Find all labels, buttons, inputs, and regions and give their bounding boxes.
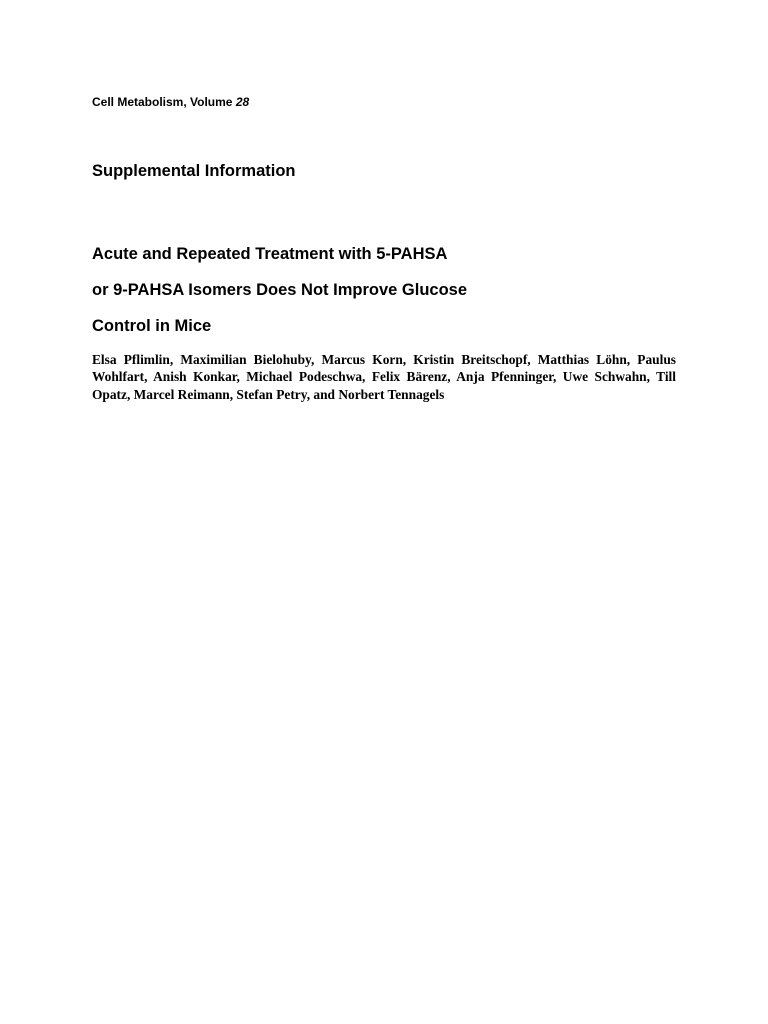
journal-name: Cell Metabolism, Volume: [92, 95, 236, 109]
journal-citation: [92, 94, 249, 110]
paper-title-line-2: or 9-PAHSA Isomers Does Not Improve Glucose: [92, 281, 468, 299]
author-list: Elsa Pflimlin, Maximilian Bielohuby, Marcus Korn, Kristin Breitschopf, Matthias Löhn, Paulus Wohlfart, Anish Konkar, Michael Podeschwa, Felix Bärenz, Anja Pfenninger, Uwe Schwahn, Till Opatz, Marcel Reimann, Stefan Petry, and Norbert Tennagels: [92, 352, 676, 402]
journal-volume: 28: [235, 95, 250, 109]
paper-title-line-1: Acute and Repeated Treatment with 5-PAHSA: [92, 245, 448, 263]
paper-title-line-3: Control in Mice: [92, 317, 212, 335]
supplemental-heading: Supplemental Information: [92, 162, 296, 180]
